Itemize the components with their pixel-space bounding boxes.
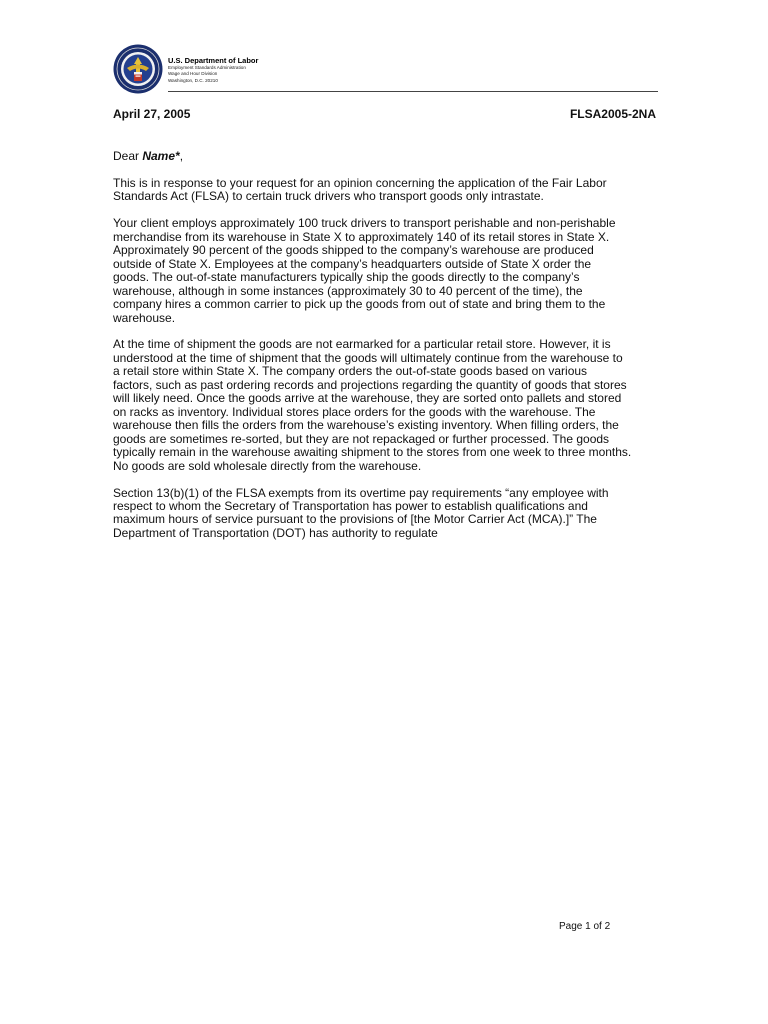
department-name: U.S. Department of Labor	[168, 56, 259, 65]
paragraph: Your client employs approximately 100 truck drivers to transport perishable and non-perishable merchandise from its warehouse in State X to approximately 140 of its retail stores in State X. Approximately 90 percent of the goods shipped to the company’s warehouse are produced outside of State X. Employees at the company’s headquarters outside of State X order the goods. The out-of-state manufacturers typically ship the goods directly to the company’s warehouse, although in some instances (approximately 30 to 40 percent of the time), the company hires a common carrier to pick up the goods from out of state and bring them to the warehouse.	[113, 216, 616, 325]
salutation	[113, 150, 663, 163]
dol-seal-icon	[113, 44, 163, 94]
division-line: Wage and Hour Division	[168, 71, 218, 77]
organization-block	[168, 56, 258, 84]
page-number: Page 1 of 2	[559, 921, 611, 932]
letter-meta	[113, 107, 656, 123]
salutation-prefix: Dear	[113, 149, 143, 163]
paragraph: At the time of shipment the goods are not earmarked for a particular retail store. However, it is understood at the time of shipment that the goods will ultimately continue from the warehouse to a retail store within State X. The company orders the out-of-state goods based on various factors, such as past ordering records and projections regarding the quantity of goods that stores will likely need. Once the goods arrive at the warehouse, they are sorted onto pallets and stored on racks as inventory. Individual stores place orders for the goods with the warehouse. The warehouse then fills the orders from the warehouse’s existing inventory. When filling orders, the goods are sometimes re-sorted, but they are not repackaged or further processed. The goods typically remain in the warehouse awaiting shipment to the stores from one week to three months. No goods are sold wholesale directly from the warehouse.	[113, 337, 632, 473]
salutation-suffix: ,	[179, 149, 184, 163]
letterhead-divider	[168, 91, 658, 92]
paragraph: Section 13(b)(1) of the FLSA exempts from its overtime pay requirements “any employee with respect to whom the Secretary of Transportation has power to establish qualifications and maximum hours of service pursuant to the provisions of [the Motor Carrier Act (MCA).]” The Department of Transportation (DOT) has authority to regulate	[113, 485, 609, 540]
division-line: Employment Standards Administration	[168, 65, 246, 70]
salutation-name: Name*	[142, 149, 180, 163]
division-line: Washington, D.C. 20210	[168, 77, 218, 83]
letter-body	[113, 150, 663, 554]
paragraph: This is in response to your request for an opinion concerning the application of the Fair Labor Standards Act (FLSA) to certain truck drivers who transport goods only intrastate.	[113, 175, 607, 204]
letterhead	[113, 44, 658, 94]
letter-date: April 27, 2005	[113, 107, 191, 121]
letter-reference: FLSA2005-2NA	[569, 107, 656, 121]
